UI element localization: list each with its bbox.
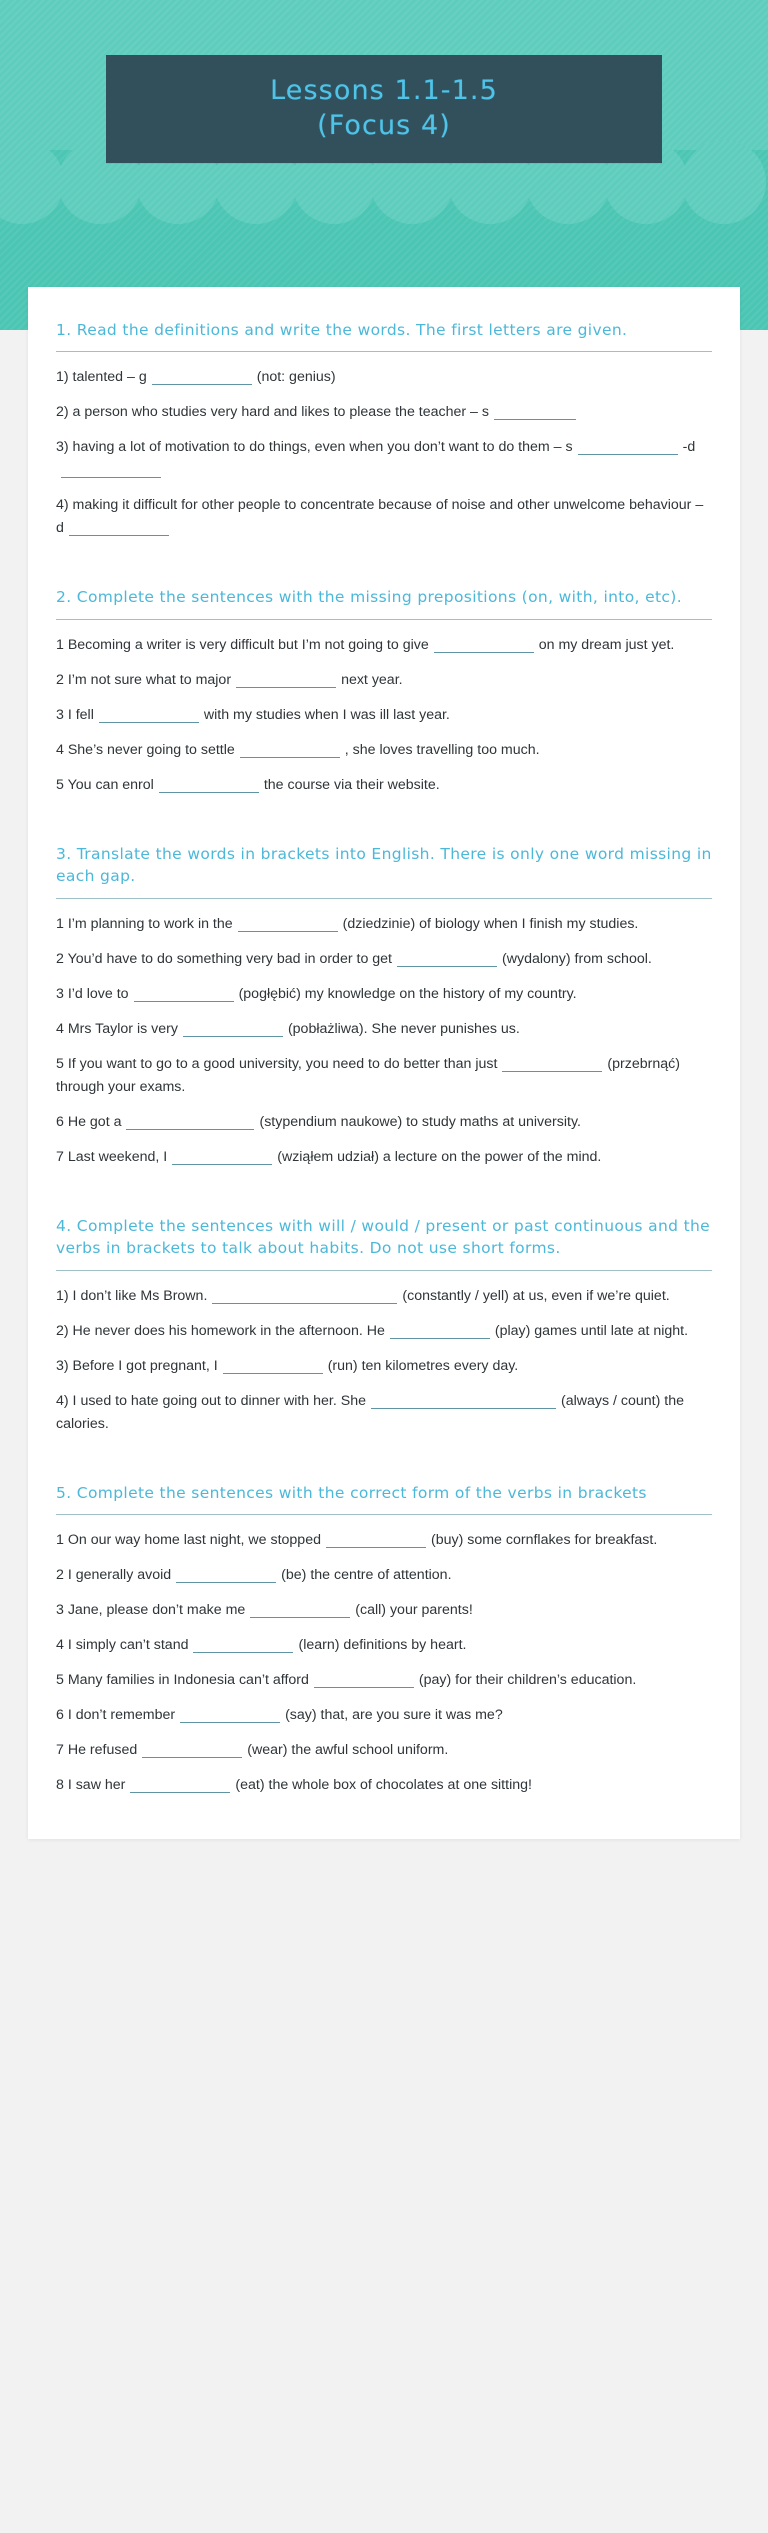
hero-banner	[0, 0, 768, 330]
question-item	[56, 1320, 712, 1343]
exercise-block	[56, 843, 712, 1169]
question-text: 1) I don’t like Ms Brown.	[56, 1287, 208, 1304]
question-text: (always / count) the calories.	[56, 1392, 684, 1432]
question-text: (buy) some cornflakes for breakfast.	[430, 1532, 658, 1549]
question-item	[56, 1285, 712, 1308]
answer-blank[interactable]	[240, 743, 340, 758]
question-item	[56, 774, 712, 797]
question-text: (wear) the awful school uniform.	[247, 1742, 449, 1759]
question-item	[56, 366, 712, 389]
worksheet-sheet	[28, 287, 740, 1839]
question-text: 4 I simply can’t stand	[56, 1637, 189, 1654]
question-text: (constantly / yell) at us, even if we’re quiet.	[402, 1287, 670, 1304]
question-text: the course via their website.	[263, 776, 440, 793]
question-text: 3) Before I got pregnant, I	[56, 1357, 218, 1374]
question-text: 2) a person who studies very hard and likes to please the teacher – s	[56, 404, 489, 421]
exercise-block	[56, 319, 712, 540]
answer-blank[interactable]	[390, 1324, 490, 1339]
question-text: (pay) for their children’s education.	[418, 1672, 637, 1689]
exercise-block	[56, 586, 712, 796]
question-text: 7 Last weekend, I	[56, 1148, 168, 1165]
question-text: 2) He never does his homework in the afternoon. He	[56, 1322, 385, 1339]
question-text: 8 I saw her	[56, 1777, 126, 1794]
question-text: (dziedzinie) of biology when I finish my studies.	[342, 915, 639, 932]
question-text: 1 Becoming a writer is very difficult but I’m not going to give	[56, 636, 429, 653]
question-item	[56, 436, 712, 482]
question-item	[56, 983, 712, 1006]
question-text: 2 I’m not sure what to major	[56, 671, 232, 688]
exercise-heading: 4. Complete the sentences with will / would / present or past continuous and the verbs in brackets to talk about habits. Do not use short forms.	[56, 1216, 711, 1258]
exercise-divider	[56, 619, 712, 620]
question-text: 1) talented – g	[56, 369, 147, 386]
answer-blank[interactable]	[326, 1533, 426, 1548]
answer-blank[interactable]	[180, 1708, 280, 1723]
question-item	[56, 1355, 712, 1378]
answer-blank[interactable]	[212, 1289, 397, 1304]
question-item	[56, 1599, 712, 1622]
question-item	[56, 1774, 712, 1797]
answer-blank[interactable]	[236, 673, 336, 688]
question-item	[56, 1739, 712, 1762]
question-item	[56, 1390, 712, 1436]
question-text: 5 Many families in Indonesia can’t afford	[56, 1672, 309, 1689]
question-text: (eat) the whole box of chocolates at one sitting!	[235, 1777, 532, 1794]
question-text: 3 I fell	[56, 706, 94, 723]
question-text: 4 She’s never going to settle	[56, 741, 235, 758]
answer-blank[interactable]	[61, 463, 161, 478]
question-text: next year.	[341, 671, 403, 688]
question-text: (play) games until late at night.	[494, 1322, 689, 1339]
question-item	[56, 1529, 712, 1552]
question-text: 5 If you want to go to a good university, you need to do better than just	[56, 1055, 498, 1072]
answer-blank[interactable]	[159, 778, 259, 793]
question-item	[56, 739, 712, 762]
question-item	[56, 634, 712, 657]
question-text: (learn) definitions by heart.	[298, 1637, 467, 1654]
answer-blank[interactable]	[250, 1603, 350, 1618]
answer-blank[interactable]	[502, 1057, 602, 1072]
question-text: 3) having a lot of motivation to do things, even when you don’t want to do them – s	[56, 439, 573, 456]
answer-blank[interactable]	[134, 987, 234, 1002]
question-text: -d	[682, 439, 696, 456]
page-title-line-2: (Focus 4)	[317, 110, 451, 141]
question-text: 4 Mrs Taylor is very	[56, 1020, 178, 1037]
exercise-heading: 5. Complete the sentences with the correct form of the verbs in brackets	[56, 1483, 647, 1502]
question-text: 4) I used to hate going out to dinner with her. She	[56, 1392, 366, 1409]
answer-blank[interactable]	[176, 1568, 276, 1583]
page-title-line-1: Lessons 1.1-1.5	[270, 75, 498, 107]
answer-blank[interactable]	[193, 1638, 293, 1653]
question-text: (stypendium naukowe) to study maths at university.	[259, 1113, 581, 1130]
question-text: (say) that, are you sure it was me?	[285, 1707, 503, 1724]
answer-blank[interactable]	[238, 917, 338, 932]
question-text: (pobłażliwa). She never punishes us.	[287, 1020, 520, 1037]
answer-blank[interactable]	[578, 440, 678, 455]
question-item	[56, 913, 712, 936]
question-text: (run) ten kilometres every day.	[327, 1357, 519, 1374]
answer-blank[interactable]	[397, 952, 497, 967]
answer-blank[interactable]	[434, 638, 534, 653]
question-text: (call) your parents!	[355, 1602, 473, 1619]
question-text: 2 You’d have to do something very bad in order to get	[56, 950, 393, 967]
answer-blank[interactable]	[172, 1150, 272, 1165]
title-plaque	[106, 55, 662, 163]
exercise-heading: 2. Complete the sentences with the missing prepositions (on, with, into, etc).	[56, 588, 682, 607]
question-item	[56, 1146, 712, 1169]
question-text: 3 I’d love to	[56, 985, 129, 1002]
answer-blank[interactable]	[130, 1778, 230, 1793]
question-text: 6 I don’t remember	[56, 1707, 176, 1724]
answer-blank[interactable]	[69, 521, 169, 536]
question-text: with my studies when I was ill last year.	[203, 706, 450, 723]
exercise-block	[56, 1482, 712, 1797]
question-text: (not: genius)	[256, 369, 336, 386]
question-item	[56, 1564, 712, 1587]
question-item	[56, 1111, 712, 1134]
question-text: (wydalony) from school.	[502, 950, 652, 967]
question-text: , she loves travelling too much.	[344, 741, 540, 758]
answer-blank[interactable]	[99, 708, 199, 723]
answer-blank[interactable]	[142, 1743, 242, 1758]
question-text: 4) making it difficult for other people to concentrate because of noise and other unwelcome behaviour – d	[56, 497, 704, 537]
question-text: 2 I generally avoid	[56, 1567, 172, 1584]
question-text: (przebrnąć) through your exams.	[56, 1055, 680, 1095]
exercise-heading: 3. Translate the words in brackets into English. There is only one word missing in each gap.	[56, 844, 712, 886]
question-item	[56, 948, 712, 971]
question-text: (be) the centre of attention.	[281, 1567, 452, 1584]
answer-blank[interactable]	[494, 405, 576, 420]
answer-blank[interactable]	[126, 1115, 254, 1130]
question-text: 6 He got a	[56, 1113, 122, 1130]
exercise-divider	[56, 898, 712, 899]
exercise-divider	[56, 1514, 712, 1515]
question-item	[56, 1669, 712, 1692]
exercise-divider	[56, 1270, 712, 1271]
question-text: on my dream just yet.	[538, 636, 675, 653]
answer-blank[interactable]	[314, 1673, 414, 1688]
question-text: (wziąłem udział) a lecture on the power of the mind.	[277, 1148, 602, 1165]
question-item	[56, 704, 712, 727]
question-item	[56, 401, 712, 424]
question-item	[56, 1053, 712, 1099]
question-text: 7 He refused	[56, 1742, 138, 1759]
answer-blank[interactable]	[223, 1359, 323, 1374]
question-item	[56, 1704, 712, 1727]
question-text: (pogłębić) my knowledge on the history of my country.	[238, 985, 577, 1002]
question-text: 3 Jane, please don’t make me	[56, 1602, 246, 1619]
question-item	[56, 1634, 712, 1657]
exercise-block	[56, 1215, 712, 1436]
question-item	[56, 1018, 712, 1041]
exercise-divider	[56, 351, 712, 352]
answer-blank[interactable]	[183, 1022, 283, 1037]
question-item	[56, 669, 712, 692]
question-text: 1 On our way home last night, we stopped	[56, 1532, 321, 1549]
question-item	[56, 494, 712, 540]
question-text: 1 I’m planning to work in the	[56, 915, 233, 932]
question-text: 5 You can enrol	[56, 776, 154, 793]
exercise-heading: 1. Read the definitions and write the words. The first letters are given.	[56, 321, 628, 339]
answer-blank[interactable]	[371, 1394, 556, 1409]
answer-blank[interactable]	[152, 370, 252, 385]
